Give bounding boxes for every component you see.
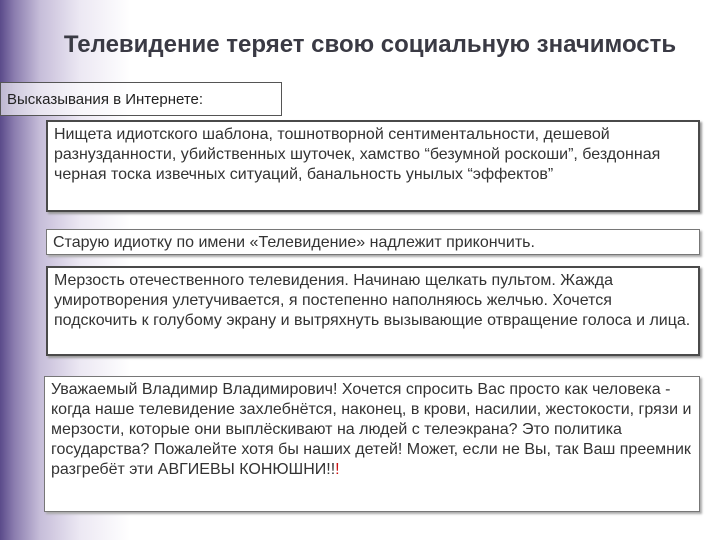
quote-2: Старую идиотку по имени «Телевидение» надлежит прикончить. bbox=[46, 229, 700, 255]
quote-4-exclamation: ! bbox=[335, 461, 340, 478]
slide-title: Телевидение теряет свою социальную значимость bbox=[63, 31, 677, 58]
quote-4 bbox=[44, 376, 700, 512]
quote-4-text: Уважаемый Владимир Владимирович! Хочется спросить Вас просто как человека - когда наше телевидение захлебнётся, наконец, в крови, насилии, жестокости, грязи и мерзости, которые они выплёскивают на людей с телеэкрана? Это политика государства? Пожалейте хотя бы наших детей! Может, если не Вы, так Ваш преемник разгребёт эти АВГИЕВЫ КОНЮШНИ!! bbox=[51, 381, 692, 478]
subtitle-box: Высказывания в Интернете: bbox=[0, 82, 282, 116]
quote-1: Нищета идиотского шаблона, тошнотворной сентиментальности, дешевой разнузданности, убийственных шуточек, хамство “безумной роскоши”, бездонная черная тоска извечных ситуаций, банальность унылых “эффектов” bbox=[46, 120, 700, 212]
quote-3: Мерзость отечественного телевидения. Начинаю щелкать пультом. Жажда умиротворения улетучивается, я постепенно наполняюсь желчью. Хочется подскочить к голубому экрану и вытряхнуть вызывающие отвращение голоса и лица. bbox=[46, 266, 700, 356]
